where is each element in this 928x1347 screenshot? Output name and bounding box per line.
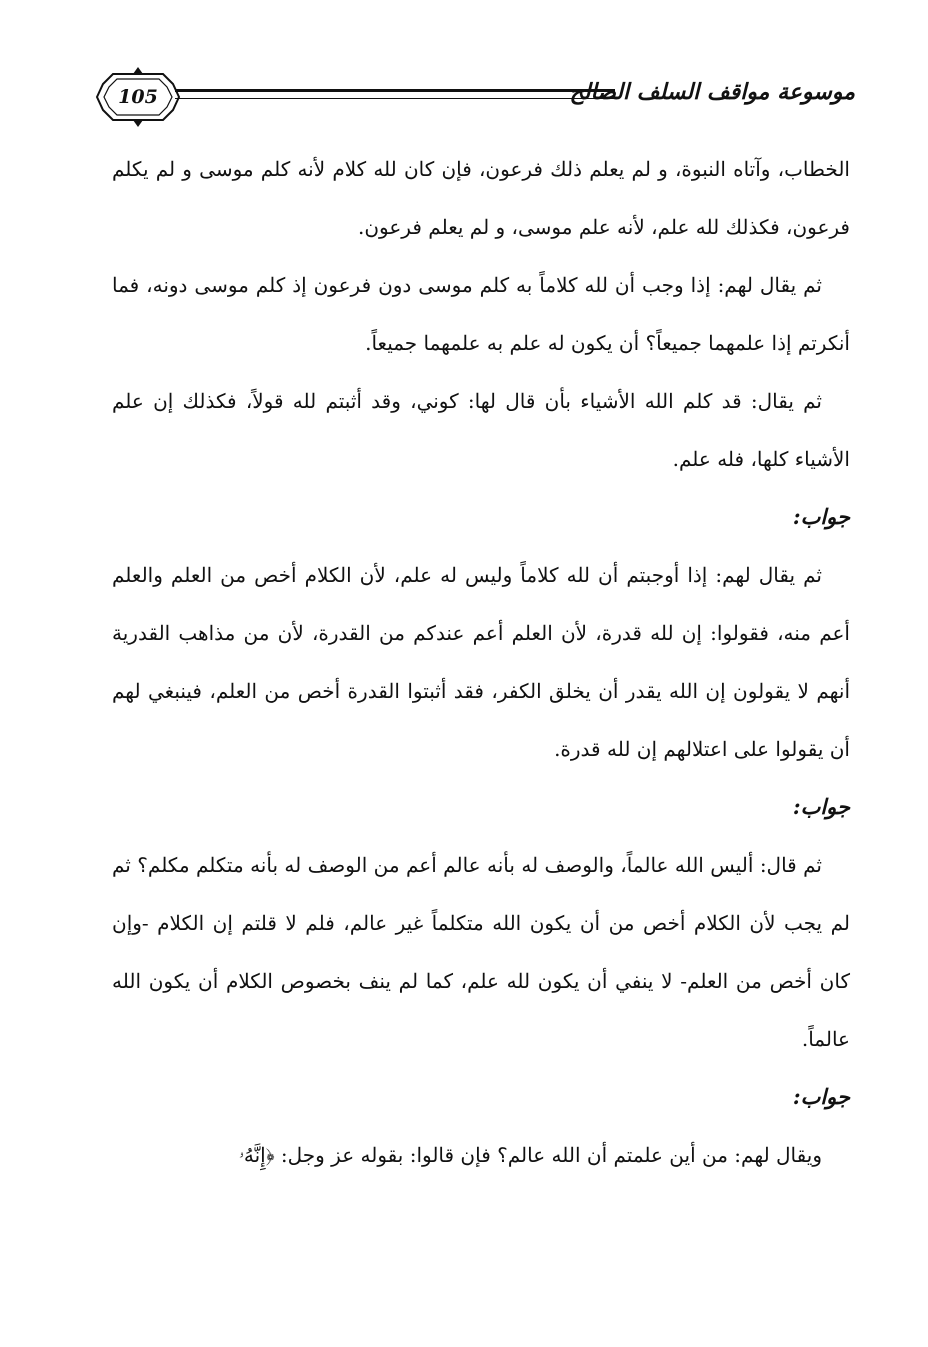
page-number: 105 <box>118 86 158 108</box>
page-body <box>112 140 850 1184</box>
page-header <box>95 66 855 146</box>
body-paragraph: ثم يقال: قد كلم الله الأشياء بأن قال لها: كوني، وقد أثبتم لله قولاً، فكذلك إن علم الأشياء كلها، فله علم. <box>112 389 850 471</box>
section-heading: جواب: <box>792 794 850 819</box>
body-paragraph: ثم قال: أليس الله عالماً، والوصف له بأنه عالم أعم من الوصف له بأنه متكلم مكلم؟ ثم لم يجب لأن الكلام أخص من أن يكون الله متكلماً غير عالم، فلم لا قلتم إن الكلام -وإن كان أخص من العلم- لا ينفي أن يكون لله علم، كما لم ينف بخصوص الكلام أن يكون الله عالماً. <box>112 853 850 1051</box>
page-number-badge <box>95 66 181 128</box>
section-heading: جواب: <box>792 504 850 529</box>
body-paragraph: الخطاب، وآتاه النبوة، و لم يعلم ذلك فرعون، فإن كان لله كلام لأنه كلم موسى و لم يكلم فرعون، فكذلك لله علم، لأنه علم موسى، و لم يعلم فرعون. <box>112 157 850 239</box>
body-paragraph: ثم يقال لهم: إذا أوجبتم أن لله كلاماً وليس له علم، لأن الكلام أخص من العلم والعلم أعم منه، فقولوا: إن لله قدرة، لأن العلم أعم عندكم من القدرة، لأن من مذاهب القدرية أنهم لا يقولون إن الله يقدر أن يخلق الكفر، فقد أثبتوا القدرة أخص من العلم، فينبغي لهم أن يقولوا على اعتلالهم إن لله قدرة. <box>112 563 850 761</box>
body-paragraph: ويقال لهم: من أين علمتم أن الله عالم؟ فإن قالوا: بقوله عز وجل: ﴿إِنَّهُۥ <box>238 1143 822 1167</box>
header-divider <box>175 89 615 99</box>
body-paragraph: ثم يقال لهم: إذا وجب أن لله كلاماً به كلم موسى دون فرعون إذ كلم موسى دونه، فما أنكرتم إذا علمهما جميعاً؟ أن يكون له علم به علمهما جميعاً. <box>112 273 850 355</box>
book-title: موسوعة مواقف السلف الصالح <box>569 79 855 105</box>
section-heading: جواب: <box>792 1084 850 1109</box>
